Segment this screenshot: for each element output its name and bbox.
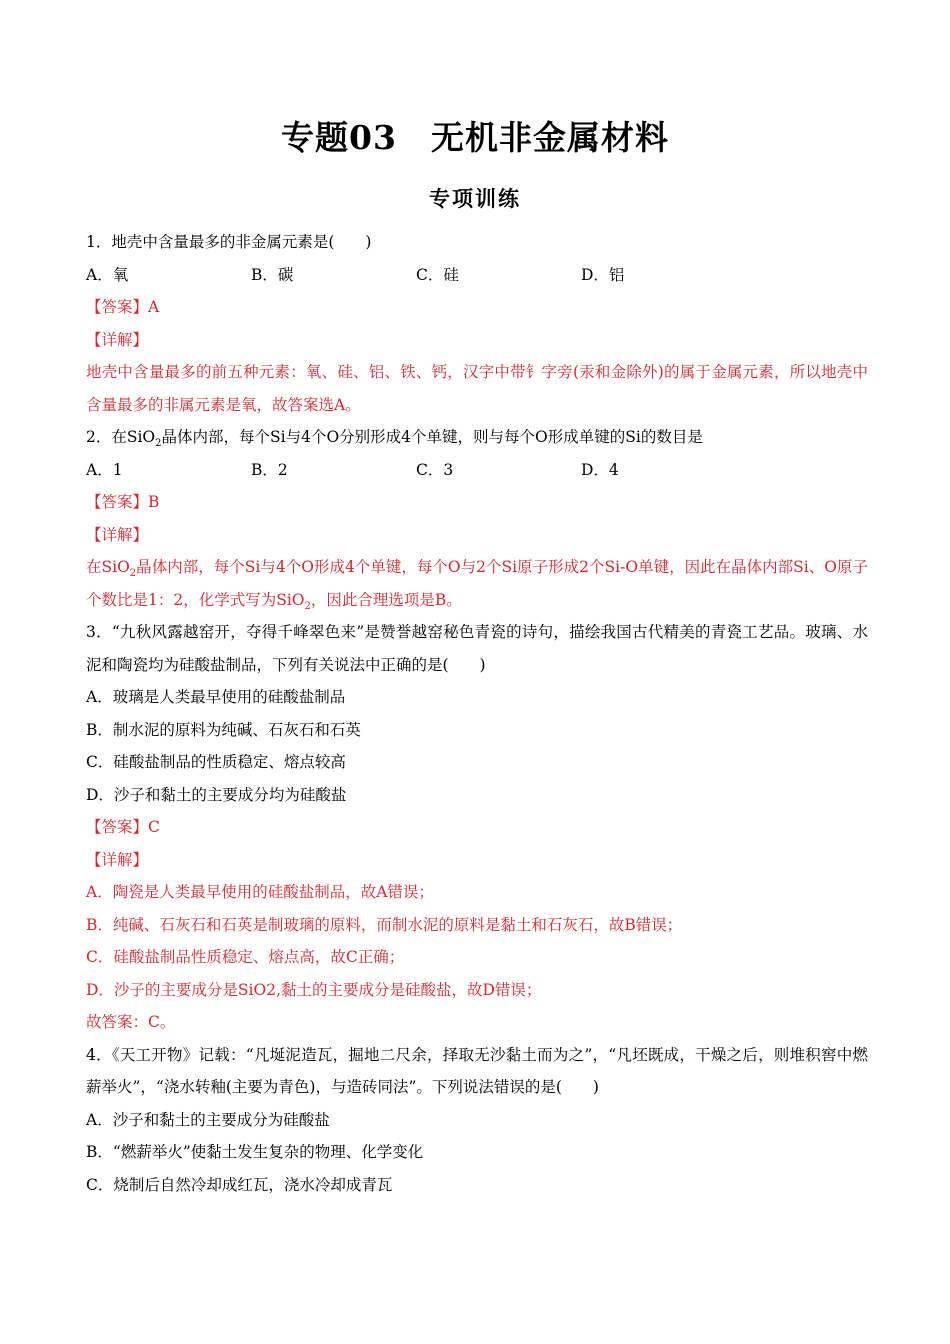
q3-answer-value: C [148,818,160,836]
q3-detail-label: 【详解】 [86,850,149,869]
q1-option-d: D．铝 [581,265,625,284]
q4-option-a: A．沙子和黏土的主要成分为硅酸盐 [86,1110,330,1129]
q2-option-d: D．4 [581,460,619,479]
q3-detail-b: B．纯碱、石灰石和石英是制玻璃的原料，而制水泥的原料是黏土和石灰石，故B错误； [86,915,683,934]
q2-detail-subscript-2: 2 [304,600,311,612]
answer-label: 【答案】 [86,493,149,511]
q2-option-b: B．2 [251,460,288,479]
q4-stem: 4．《天工开物》记载：“凡埏泥造瓦，掘地二尺余，择取无沙黏土而为之”，“凡坯既成，干燥之后，则堆积窖中燃薪举火”，“浇水转釉(主要为青色)，与造砖同法”。下列说法错误的是( ) [86,1045,868,1096]
q3-detail-d: D．沙子的主要成分是SiO2,黏土的主要成分是硅酸盐，故D错误； [86,980,542,999]
q2-answer [86,486,868,519]
q2-answer-value: B [148,493,160,511]
q3-answer [86,811,868,844]
page-title: 专题03 无机非金属材料 [281,118,669,157]
q3-detail-a: A．陶瓷是人类最早使用的硅酸盐制品，故A错误； [86,883,434,901]
q4-option-b: B．“燃薪举火”使黏土发生复杂的物理、化学变化 [86,1143,424,1161]
q2-detail-text-b: 晶体内部，每个Si与4个O形成4个单键，每个O与2个Si原子形成2个Si-O单键，因此在晶体内部Si、O原子个数比是1：2，化学式写为SiO [86,558,868,609]
q1-option-a: A．氧 [86,265,129,284]
q1-detail: 地壳中含量最多的前五种元素：氧、硅、铝、铁、钙，汉字中带钅字旁(汞和金除外)的属于金属元素，所以地壳中含量最多的非属元素是氧，故答案选A。 [86,363,868,414]
q1-options [86,259,868,292]
q4-option-c: C．烧制后自然冷却成红瓦，浇水冷却成青瓦 [86,1175,393,1194]
q2-detail [86,551,868,616]
q3-option-a: A．玻璃是人类最早使用的硅酸盐制品 [86,688,346,706]
q3-option-b: B．制水泥的原料为纯碱、石灰石和石英 [86,720,361,739]
q2-detail-subscript-1: 2 [129,568,137,580]
q2-option-c: C．3 [416,460,454,479]
page-subtitle: 专项训练 [429,186,521,211]
q2-option-a: A．1 [86,460,123,479]
q1-answer-value: A [148,298,160,316]
q1-option-b: B．碳 [251,265,294,284]
q1-option-c: C．硅 [416,265,459,284]
q1-detail-label: 【详解】 [86,330,149,349]
q1-stem: 1．地壳中含量最多的非金属元素是( ) [86,233,372,251]
q2-detail-text-c: ，因此合理选项是B。 [310,590,462,609]
q3-stem: 3．“九秋风露越窑开，夺得千峰翠色来”是赞誉越窑秘色青瓷的诗句，描绘我国古代精美的青瓷工艺品。玻璃、水泥和陶瓷均为硅酸盐制品，下列有关说法中正确的是( ) [86,623,868,674]
q1-answer [86,291,868,324]
q2-stem-subscript: 2 [155,438,162,450]
q3-detail-c: C．硅酸盐制品性质稳定、熔点高，故C正确； [86,948,405,966]
q2-options [86,454,868,487]
q2-detail-label: 【详解】 [86,525,149,544]
answer-label: 【答案】 [86,298,149,316]
q2-stem-text-b: 晶体内部，每个Si与4个O分别形成4个单键，则与每个O形成单键的Si的数目是 [161,428,703,446]
q3-option-d: D．沙子和黏土的主要成分均为硅酸盐 [86,785,347,804]
question-list [86,226,868,1201]
q3-option-c: C．硅酸盐制品的性质稳定、熔点较高 [86,753,346,771]
answer-label: 【答案】 [86,818,149,836]
q2-detail-text-a: 在SiO [86,558,130,576]
q2-stem-text-a: 2．在SiO [86,428,156,446]
q2-stem [86,421,868,454]
q3-detail-conclusion: 故答案：C。 [86,1013,176,1031]
